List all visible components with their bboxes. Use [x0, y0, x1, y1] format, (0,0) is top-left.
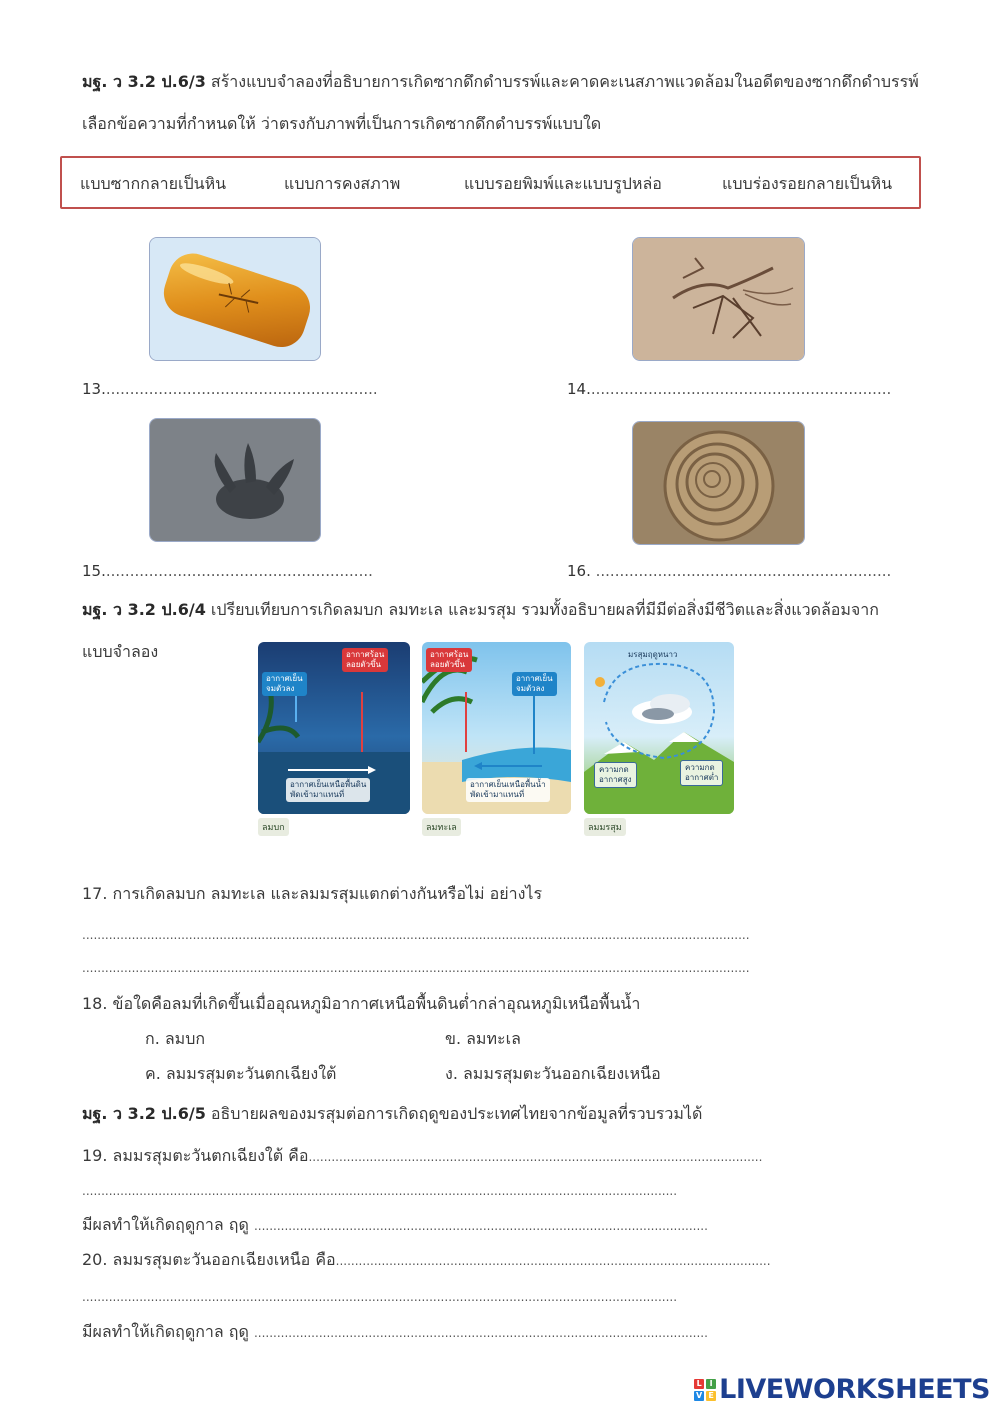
- logo-text: LIVEWORKSHEETS: [719, 1374, 990, 1405]
- question-20: [82, 1250, 771, 1271]
- question-number: 13.: [82, 380, 106, 398]
- monsoon-title: มรสุมฤดูหนาว: [628, 650, 678, 659]
- dinosaur-footprint-image: [149, 418, 321, 542]
- question-17: 17. การเกิดลมบก ลมทะเล และลมมรสุมแตกต่างกันหรือไม่ อย่างไร: [82, 884, 543, 903]
- question-20-effect: [82, 1322, 708, 1343]
- standard-code: มฐ. ว 3.2 ป.6/4: [82, 600, 206, 619]
- standard-text: เปรียบเทียบการเกิดลมบก ลมทะเล และมรสุม รวมทั้งอธิบายผลที่มีมีต่อสิ่งมีชีวิตและสิ่งแวดล้อมจาก: [205, 600, 879, 619]
- question-19-effect: [82, 1215, 708, 1236]
- answer-line-17-2[interactable]: ...............................................................................................................................................................................: [82, 961, 750, 975]
- sea-breeze-flow: อากาศเย็นเหนือพื้นน้ำ พัดเข้ามาแทนที่: [466, 778, 550, 802]
- land-breeze-flow: อากาศเย็นเหนือพื้นดิน พัดเข้ามาแทนที่: [286, 778, 370, 802]
- sea-breeze-panel: [422, 642, 571, 814]
- question-number: 16.: [567, 562, 596, 580]
- option-a[interactable]: ก. ลมบก: [145, 1029, 206, 1048]
- standard-text: อธิบายผลของมรสุมต่อการเกิดฤดูของประเทศไทยจากข้อมูลที่รวบรวมได้: [205, 1104, 703, 1123]
- standard-text: สร้างแบบจำลองที่อธิบายการเกิดซากดึกดำบรรพ์และคาดคะเนสภาพแวดล้อมในอดีตของซากดึกดำบรรพ์: [205, 72, 919, 91]
- land-breeze-panel: [258, 642, 410, 814]
- question-18: 18. ข้อใดคือลมที่เกิดขึ้นเมื่ออุณหภูมิอากาศเหนือพื้นดินต่ำกล่าอุณหภูมิเหนือพื้นน้ำ: [82, 994, 641, 1013]
- standard-1-heading: [82, 72, 919, 93]
- choice-imprint-cast: แบบรอยพิมพ์และแบบรูปหล่อ: [464, 174, 662, 193]
- logo-cell: I: [706, 1379, 716, 1389]
- monsoon-panel: [584, 642, 734, 814]
- ammonite-fossil-image: [632, 421, 805, 545]
- question-19: [82, 1146, 762, 1167]
- answer-blank-20-1[interactable]: ..................................................................................................................: [335, 1254, 771, 1268]
- choice-preserved: แบบการคงสภาพ: [284, 174, 401, 193]
- logo-cell: E: [706, 1391, 716, 1401]
- standard-3-heading: [82, 1104, 702, 1125]
- effect-label: มีผลทำให้เกิดฤดูกาล ฤดู: [82, 1215, 254, 1234]
- standard-code: มฐ. ว 3.2 ป.6/3: [82, 72, 206, 91]
- question-19-text: 19. ลมมรสุมตะวันตกเฉียงใต้ คือ: [82, 1146, 309, 1165]
- bird-fossil-image: [632, 237, 805, 361]
- monsoon-caption: ลมมรสุม: [584, 818, 626, 836]
- monsoon-high-pressure: ความกด อากาศสูง: [594, 762, 637, 788]
- standard-2-heading: [82, 600, 879, 621]
- land-breeze-caption: ลมบก: [258, 818, 289, 836]
- logo-cell: L: [694, 1379, 704, 1389]
- choice-trace-fossil: แบบร่องรอยกลายเป็นหิน: [722, 174, 893, 193]
- liveworksheets-logo[interactable]: [694, 1374, 990, 1405]
- answer-blank-16[interactable]: ..............................................................: [595, 562, 892, 580]
- answer-line-20-2[interactable]: ............................................................................................................................................................: [82, 1290, 678, 1304]
- choice-petrified: แบบซากกลายเป็นหิน: [80, 174, 227, 193]
- question-number: 14.: [567, 380, 591, 398]
- question-14: [567, 380, 891, 398]
- logo-cell: V: [696, 1390, 703, 1400]
- instruction-text: เลือกข้อความที่กำหนดให้ ว่าตรงกับภาพที่เป็นการเกิดซากดึกดำบรรพ์แบบใด: [82, 114, 602, 133]
- effect-label: มีผลทำให้เกิดฤดูกาล ฤดู: [82, 1322, 254, 1341]
- standard-code: มฐ. ว 3.2 ป.6/5: [82, 1104, 206, 1123]
- wind-diagram: [258, 642, 736, 838]
- question-20-text: 20. ลมมรสุมตะวันออกเฉียงเหนือ คือ: [82, 1250, 336, 1269]
- answer-blank-14[interactable]: ...............................................................: [590, 380, 892, 398]
- answer-blank-13[interactable]: .........................................................: [105, 380, 378, 398]
- answer-blank-19-3[interactable]: .......................................................................................................................: [253, 1219, 708, 1233]
- logo-icon: [694, 1379, 716, 1401]
- question-16: [567, 562, 891, 580]
- answer-line-19-2[interactable]: ............................................................................................................................................................: [82, 1184, 678, 1198]
- option-c[interactable]: ค. ลมมรสุมตะวันตกเฉียงใต้: [145, 1064, 337, 1083]
- answer-blank-19-1[interactable]: .......................................................................................................................: [308, 1150, 763, 1164]
- amber-insect-image: [149, 237, 321, 361]
- question-13: [82, 380, 378, 398]
- option-d[interactable]: ง. ลมมรสุมตะวันออกเฉียงเหนือ: [445, 1064, 661, 1083]
- land-breeze-cool-air: อากาศเย็น จมตัวลง: [262, 672, 307, 696]
- answer-blank-15[interactable]: ........................................................: [105, 562, 373, 580]
- monsoon-low-pressure: ความกด อากาศต่ำ: [680, 760, 723, 786]
- sea-breeze-hot-air: อากาศร้อน ลอยตัวขึ้น: [426, 648, 472, 672]
- land-breeze-hot-air: อากาศร้อน ลอยตัวขึ้น: [342, 648, 388, 672]
- standard-2-heading-cont: แบบจำลอง: [82, 642, 159, 661]
- question-15: [82, 562, 373, 580]
- answer-blank-20-3[interactable]: .......................................................................................................................: [253, 1326, 708, 1340]
- question-number: 15.: [82, 562, 106, 580]
- option-b[interactable]: ข. ลมทะเล: [445, 1029, 521, 1048]
- choices-box: [60, 156, 921, 209]
- answer-line-17-1[interactable]: ...............................................................................................................................................................................: [82, 928, 750, 942]
- sea-breeze-caption: ลมทะเล: [422, 818, 461, 836]
- sea-breeze-cool-air: อากาศเย็น จมตัวลง: [512, 672, 557, 696]
